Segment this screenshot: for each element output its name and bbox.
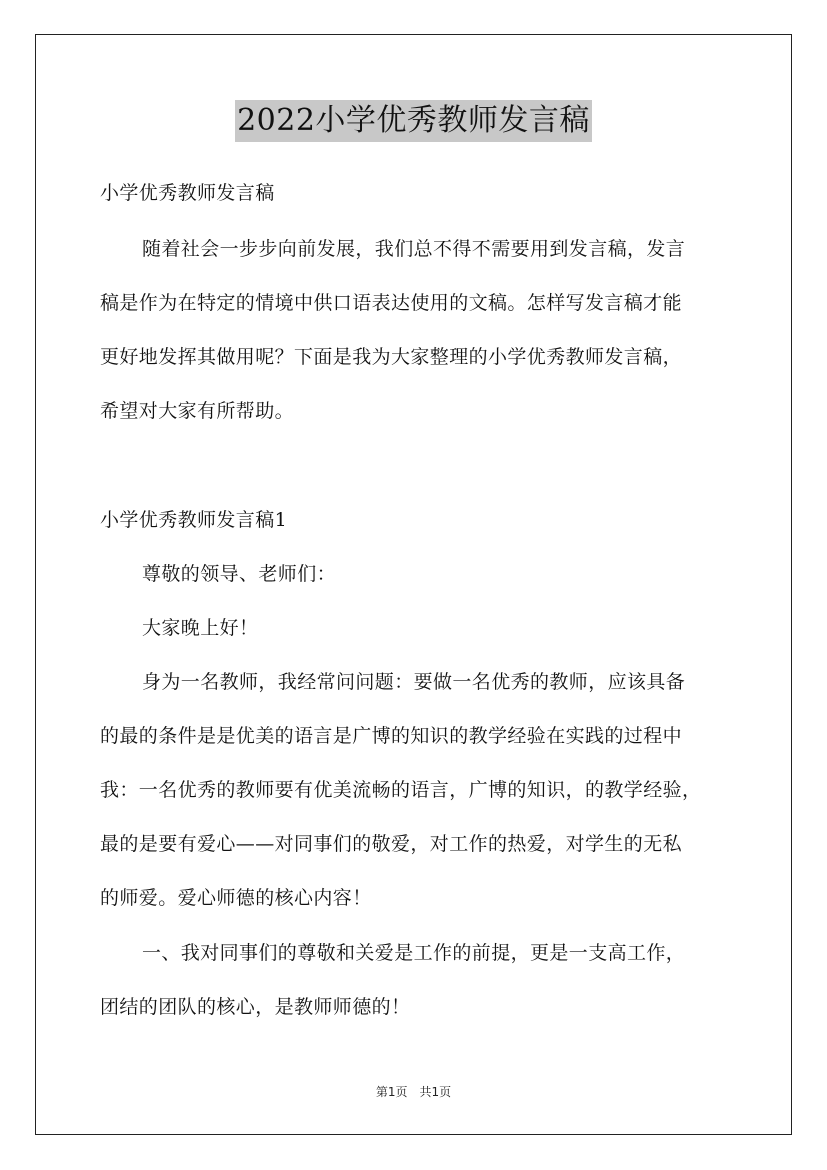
- section-heading: 小学优秀教师发言稿: [100, 182, 275, 204]
- paragraph-line: 希望对大家有所帮助。: [100, 400, 295, 422]
- paragraph-line: 最的是要有爱心——对同事们的敬爱，对工作的热爱，对学生的无私: [100, 833, 683, 855]
- paragraph-line: 随着社会一步步向前发展，我们总不得不需要用到发言稿，发言: [142, 238, 686, 260]
- title-container: [0, 100, 827, 142]
- document-title: 2022小学优秀教师发言稿: [235, 100, 592, 142]
- paragraph-line: 稿是作为在特定的情境中供口语表达使用的文稿。怎样写发言稿才能: [100, 292, 683, 314]
- paragraph-line: 我：一名优秀的教师要有优美流畅的语言，广博的知识，的教学经验，: [100, 779, 702, 801]
- paragraph-line: 的师爱。爱心师德的核心内容！: [100, 887, 372, 909]
- section-heading: 小学优秀教师发言稿1: [100, 509, 288, 531]
- greeting: 大家晚上好！: [142, 617, 259, 639]
- paragraph-line: 一、我对同事们的尊敬和关爱是工作的前提，更是一支高工作，: [142, 942, 686, 964]
- page-footer: 第1页 共1页: [375, 1085, 452, 1099]
- paragraph-line: 更好地发挥其做用呢？下面是我为大家整理的小学优秀教师发言稿，: [100, 346, 683, 368]
- paragraph-line: 身为一名教师，我经常问问题：要做一名优秀的教师，应该具备: [142, 671, 686, 693]
- salutation: 尊敬的领导、老师们：: [142, 563, 337, 585]
- paragraph-line: 的最的条件是是优美的语言是广博的知识的教学经验在实践的过程中: [100, 725, 683, 747]
- paragraph-line: 团结的团队的核心，是教师师德的！: [100, 996, 411, 1018]
